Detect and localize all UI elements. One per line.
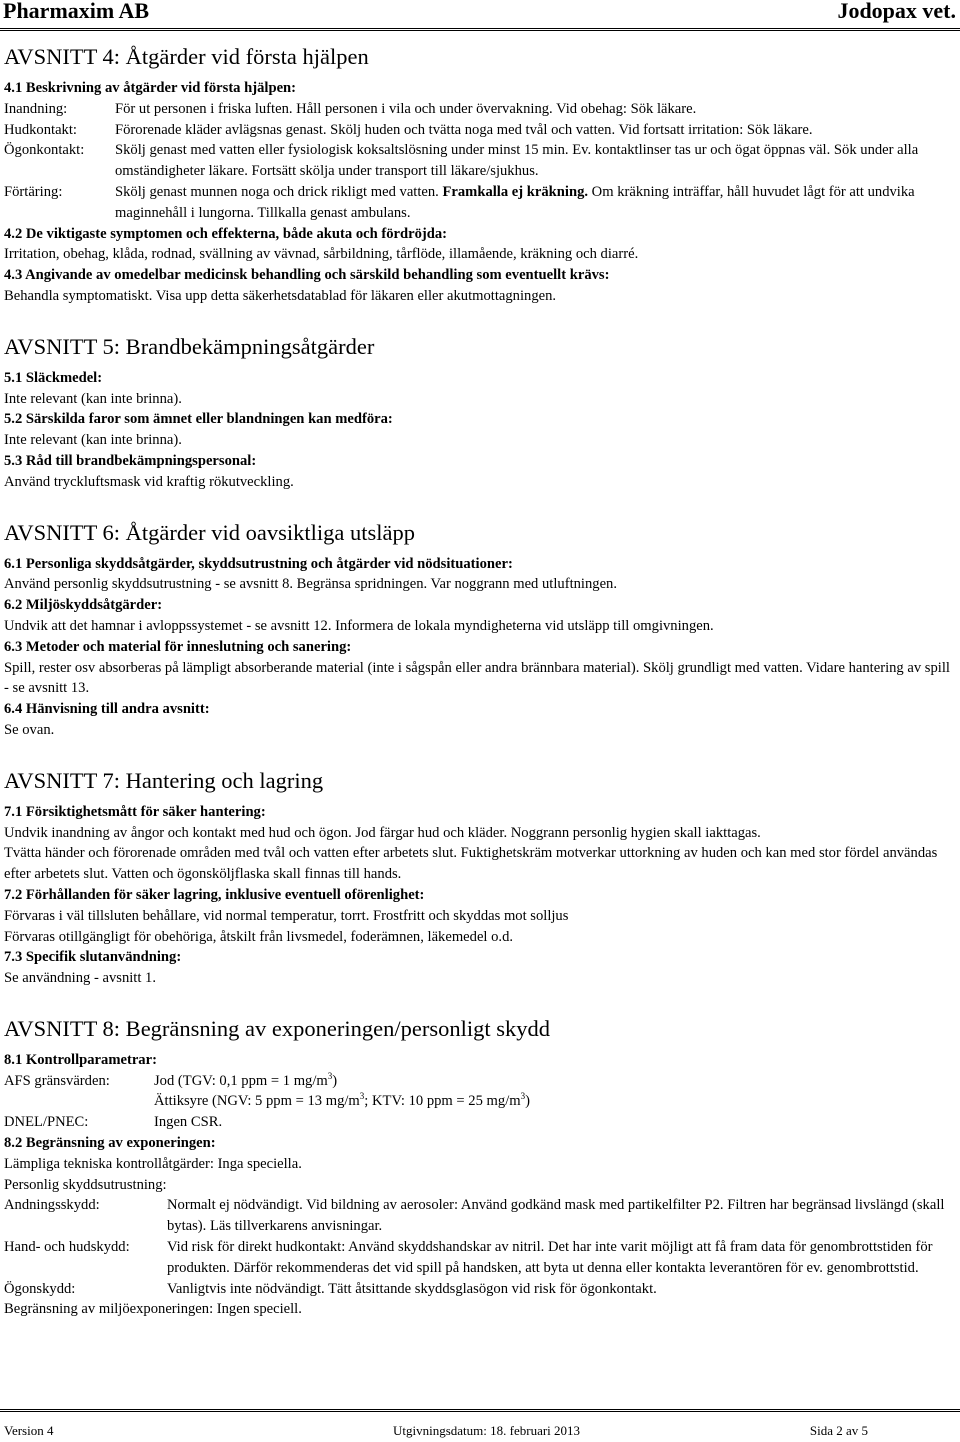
spacer [4, 749, 956, 767]
text-part: Skölj genast munnen noga och drick rikligt med vatten. [115, 183, 443, 200]
first-aid-row [4, 120, 956, 141]
row-label: Ögonskydd: [4, 1280, 76, 1297]
spacer [4, 997, 956, 1015]
row-text: Skölj genast med vatten eller fysiologisk koksaltslösning under minst 15 min. Ev. kontaktlinser tas ur och ögat öppnas väl. Sök under alla omständigheter läkare. Fortsätt skölja under transport till läkare/sjukhus. [115, 142, 919, 180]
subsection-heading: 8.1 Kontrollparametrar: [4, 1051, 157, 1068]
text-part: Om kräkning inträffar, håll huvudet lågt för att undvika maginnehåll i lungorna. Tillkalla genast ambulans. [115, 183, 915, 221]
paragraph: Se ovan. [4, 721, 55, 738]
row-label: DNEL/PNEC: [4, 1114, 89, 1131]
section-7 [4, 767, 956, 989]
limit-line-jod [154, 1071, 956, 1092]
paragraph: Behandla symptomatiskt. Visa upp detta säkerhetsdatablad för läkaren eller akutmottagningen. [4, 287, 557, 304]
subsection-heading: 6.1 Personliga skyddsåtgärder, skyddsutrustning och åtgärder vid nödsituationer: [4, 555, 513, 572]
superscript: 3 [520, 1091, 526, 1102]
company-name: Pharmaxim AB [3, 0, 150, 23]
subsection-heading: 5.2 Särskilda faror som ämnet eller blandningen kan medföra: [4, 411, 393, 428]
paragraph: Förvaras i väl tillsluten behållare, vid normal temperatur, torrt. Frostfritt och skyddas mot solljus [4, 907, 569, 924]
protection-row [4, 1279, 956, 1300]
header-rule [0, 28, 960, 31]
subsection-heading: 5.1 Släckmedel: [4, 369, 103, 386]
emphasis-text: Framkalla ej kräkning. [442, 183, 589, 200]
paragraph: Använd tryckluftsmask vid kraftig rökutveckling. [4, 473, 294, 490]
first-aid-row [4, 99, 956, 120]
row-text: Normalt ej nödvändigt. Vid bildning av aerosoler: Använd godkänd mask med partikelfilter P2. Filtren har begränsad livslängd (skall bytas). Läs tillverkarens anvisningar. [167, 1197, 945, 1235]
row-text: Förorenade kläder avlägsnas genast. Skölj huden och tvätta noga med tvål och vatten. Vid fortsatt irritation: Sök läkare. [115, 121, 813, 138]
row-label: Andningsskydd: [4, 1197, 100, 1214]
section-title: AVSNITT 7: Hantering och lagring [4, 767, 324, 793]
first-aid-row [4, 182, 956, 224]
spacer [4, 501, 956, 519]
text-part: Ättiksyre (NGV: 5 ppm = 13 mg/m [154, 1093, 360, 1110]
text-part: ) [525, 1093, 530, 1110]
subsection-heading: 8.2 Begränsning av exponeringen: [4, 1135, 216, 1152]
protection-row [4, 1237, 956, 1279]
row-text: Ingen CSR. [154, 1114, 223, 1131]
text-part: Jod (TGV: 0,1 ppm = 1 mg/m [154, 1072, 328, 1089]
superscript: 3 [327, 1070, 333, 1081]
spacer [4, 315, 956, 333]
section-title: AVSNITT 4: Åtgärder vid första hjälpen [4, 44, 369, 69]
paragraph: Inte relevant (kan inte brinna). [4, 432, 182, 449]
subsection-heading: 7.1 Försiktighetsmått för säker hantering: [4, 803, 266, 820]
paragraph: Använd personlig skyddsutrustning - se avsnitt 8. Begränsa spridningen. Var noggrann med utluftningen. [4, 576, 617, 593]
section-title: AVSNITT 8: Begränsning av exponeringen/personligt skydd [4, 1015, 550, 1041]
paragraph: Se användning - avsnitt 1. [4, 970, 156, 987]
subsection-heading: 6.2 Miljöskyddsåtgärder: [4, 597, 163, 614]
subsection-heading: 6.4 Hänvisning till andra avsnitt: [4, 701, 210, 718]
limit-line-acetic [154, 1091, 956, 1112]
section-6 [4, 519, 956, 741]
limit-row [4, 1112, 956, 1133]
row-label: Inandning: [4, 100, 68, 117]
paragraph: Undvik att det hamnar i avloppssystemet - se avsnitt 12. Informera de lokala myndigheterna vid utsläpp till omgivningen. [4, 617, 714, 634]
row-text [154, 1071, 956, 1113]
row-text: Vid risk för direkt hudkontakt: Använd skyddshandskar av nitril. Det har inte varit möjligt att få fram data för genombrottstiden för produkten. Därför rekommenderas det vid spill på handsken, att byta ut denna eller kontakta leverantören för ev. genombrottstid. [167, 1239, 933, 1276]
subsection-heading: 7.2 Förhållanden för säker lagring, inklusive eventuell oförenlighet: [4, 886, 425, 903]
text-part: ; KTV: 10 ppm = 25 mg/m [364, 1093, 521, 1110]
row-label: Ögonkontakt: [4, 142, 85, 159]
paragraph: Inte relevant (kan inte brinna). [4, 390, 182, 407]
protection-row [4, 1195, 956, 1237]
document-body [4, 43, 956, 1328]
row-text [115, 182, 956, 224]
row-label: AFS gränsvärden: [4, 1072, 110, 1089]
issue-date: Utgivningsdatum: 18. februari 2013 [393, 1423, 581, 1438]
paragraph: Tvätta händer och förorenade områden med tvål och vatten efter arbetets slut. Fuktighetskräm motverkar uttorkning av huden och kan med stor fördel användas efter arbetets slut. Vatten och ögonsköljflaska skall finnas till hands. [4, 845, 938, 883]
subsection-heading: 4.3 Angivande av omedelbar medicinsk behandling och särskild behandling som eventuellt krävs: [4, 267, 610, 284]
row-text: Vanligtvis inte nödvändigt. Tätt åtsittande skyddsglasögon vid risk för ögonkontakt. [167, 1280, 657, 1297]
text-part: ) [332, 1072, 338, 1089]
row-label: Hudkontakt: [4, 121, 77, 138]
subsection-heading: 4.2 De viktigaste symptomen och effekterna, både akuta och fördröjda: [4, 225, 448, 242]
paragraph: Irritation, obehag, klåda, rodnad, svällning av vävnad, sårbildning, tårflöde, illamående, kräkning och diarré. [4, 246, 639, 263]
superscript: 3 [359, 1091, 365, 1102]
page-header [0, 0, 960, 26]
subsection-heading: 7.3 Specifik slutanvändning: [4, 949, 182, 966]
section-4 [4, 43, 956, 307]
section-8 [4, 1015, 956, 1320]
paragraph: Förvaras otillgängligt för obehöriga, åtskilt från livsmedel, foderämnen, läkemedel o.d. [4, 928, 514, 945]
row-label: Hand- och hudskydd: [4, 1239, 130, 1256]
page-number: Sida 2 av 5 [809, 1423, 868, 1438]
paragraph: Spill, rester osv absorberas på lämpligt absorberande material (inte i sågspån eller andra brännbara material). Skölj grundligt med vatten. Vidare hantering av spill - se avsnitt 13. [4, 659, 950, 697]
row-label: Förtäring: [4, 183, 63, 200]
subsection-heading: 6.3 Metoder och material för inneslutning och sanering: [4, 638, 352, 655]
section-5 [4, 333, 956, 493]
limit-row [4, 1071, 956, 1113]
first-aid-row [4, 140, 956, 182]
subsection-heading: 4.1 Beskrivning av åtgärder vid första hjälpen: [4, 80, 297, 96]
paragraph: Lämpliga tekniska kontrollåtgärder: Inga speciella. [4, 1155, 302, 1172]
paragraph: Personlig skyddsutrustning: [4, 1176, 167, 1193]
section-title: AVSNITT 5: Brandbekämpningsåtgärder [4, 333, 375, 359]
paragraph: Undvik inandning av ångor och kontakt med hud och ögon. Jod färgar hud och kläder. Noggrann personlig hygien skall iakttagas. [4, 824, 761, 841]
version-text: Version 4 [4, 1423, 54, 1438]
section-title: AVSNITT 6: Åtgärder vid oavsiktliga utsläpp [4, 519, 415, 545]
product-name: Jodopax vet. [837, 0, 956, 23]
page-footer [0, 1409, 960, 1442]
paragraph: Begränsning av miljöexponeringen: Ingen speciell. [4, 1301, 302, 1318]
subsection-heading: 5.3 Råd till brandbekämpningspersonal: [4, 452, 257, 469]
row-text: För ut personen i friska luften. Håll personen i vila och under övervakning. Vid obehag: Sök läkare. [115, 100, 697, 117]
